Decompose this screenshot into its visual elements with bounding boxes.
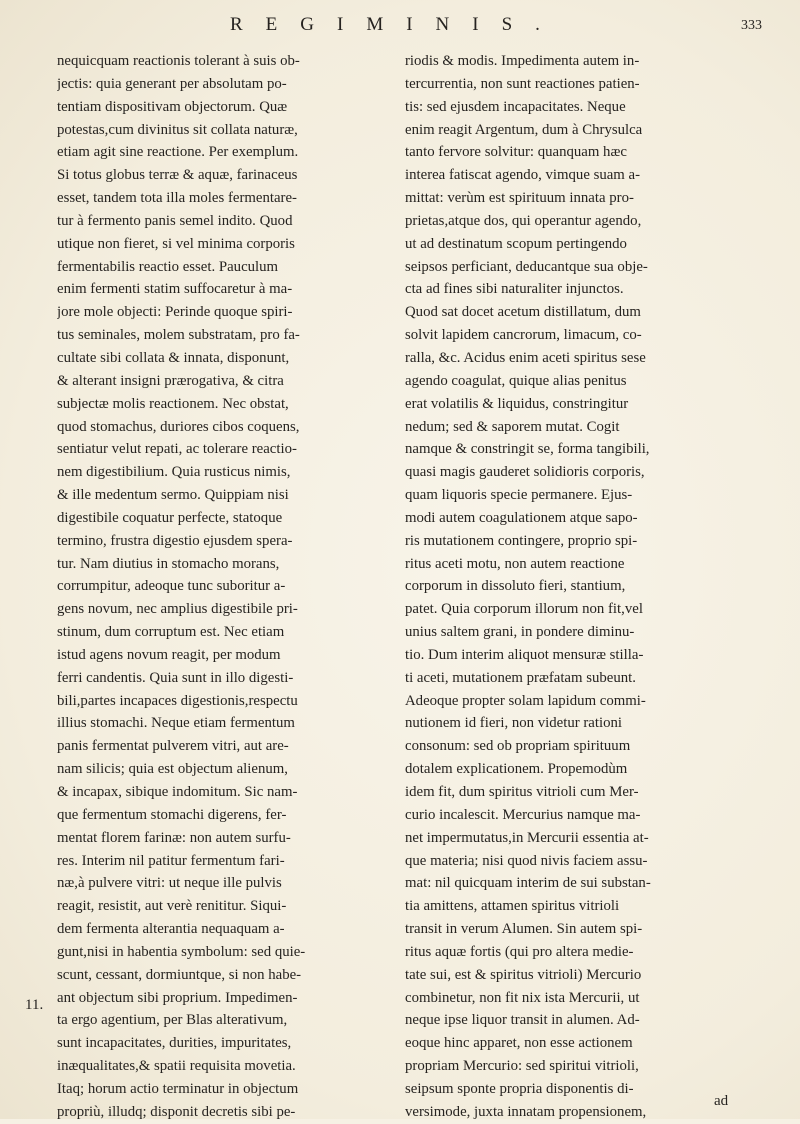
text-line: que materia; nisi quod nivis faciem assu- [405, 852, 648, 869]
text-line: tur. Nam diutius in stomacho morans, [57, 555, 280, 572]
text-line: ralla, &c. Acidus enim aceti spiritus sese [405, 349, 646, 366]
left-text-column [57, 50, 391, 1124]
text-line: inæqualitates,& spatii requisita movetia. [57, 1058, 296, 1075]
text-line: tate sui, est & spiritus vitrioli) Mercurio [405, 966, 642, 983]
text-line: idem fit, dum spiritus vitrioli cum Mer- [405, 784, 639, 800]
text-line: Si totus globus terræ & aquæ, farinaceus [57, 167, 298, 184]
text-line: sunt incapacitates, durities, impuritates, [57, 1035, 292, 1052]
text-line: quod stomachus, duriores cibos coquens, [57, 418, 300, 435]
text-line: gunt,nisi in habentia symbolum: sed quie- [57, 943, 306, 960]
text-line: quasi magis gauderet solidioris corporis, [405, 464, 645, 481]
text-line: cta ad fines sibi naturaliter injunctos. [405, 281, 624, 298]
text-line: Adeoque propter solam lapidum commi- [405, 692, 646, 709]
text-line: agendo coagulat, quique alias penitus [405, 372, 627, 389]
text-line: illius stomachi. Neque etiam fermentum [57, 715, 295, 732]
text-line: erat volatilis & liquidus, constringitur [405, 395, 629, 412]
text-line: modi autem coagulationem atque sapo- [405, 509, 638, 526]
text-line: Itaq; horum actio terminatur in objectum [57, 1080, 299, 1097]
text-line: tia amittens, attamen spiritus vitrioli [405, 898, 620, 915]
text-line: gens novum, nec amplius digestibile pri- [57, 601, 298, 618]
text-line: istud agens novum reagit, per modum [57, 646, 281, 663]
text-line: mentat florem farinæ: non autem surfu- [57, 829, 291, 846]
text-line: mat: nil quicquam interim de sui substan- [405, 875, 651, 892]
text-line: & alterant insigni prærogativa, & citra [57, 372, 284, 389]
text-line: jectis: quia generant per absolutam po- [57, 75, 287, 92]
text-line: nutionem id fieri, non videtur rationi [405, 715, 622, 732]
text-line: stinum, dum corruptum est. Nec etiam [57, 624, 285, 641]
text-line: dem fermenta alterantia nequaquam a- [57, 921, 285, 938]
text-line: ritus aceti motu, non autem reactione [405, 555, 625, 572]
text-line: bili,partes incapaces digestionis,respectu [57, 692, 298, 709]
text-line: interea fatiscat agendo, vimque suam a- [405, 167, 641, 184]
text-line: ant objectum sibi proprium. Impedimen- [57, 989, 298, 1006]
text-line: termino, frustra digestio ejusdem spera- [57, 532, 293, 549]
text-line: nequicquam reactionis tolerant à suis ob- [57, 53, 300, 69]
text-line: Quod sat docet acetum distillatum, dum [405, 304, 641, 321]
text-line: ris mutationem contingere, proprio spi- [405, 532, 638, 549]
text-line: tis: sed ejusdem incapacitates. Neque [405, 98, 626, 115]
text-line: & incapax, sibique indomitum. Sic nam- [57, 784, 298, 800]
text-line: patet. Quia corporum illorum non fit,vel [405, 601, 643, 618]
text-line: tus seminales, molem substratam, pro fa- [57, 327, 300, 344]
text-line: nam silicis; quia est objectum alienum, [57, 761, 288, 778]
text-line: solvit lapidem cancrorum, limacum, co- [405, 327, 642, 344]
text-line: subjectæ molis reactionem. Nec obstat, [57, 395, 289, 412]
text-line: corporum in dissoluto fieri, stantium, [405, 578, 626, 595]
text-line: corrumpitur, adeoque tunc suboritur a- [57, 578, 286, 595]
text-line: ta ergo agentium, per Blas alterativum, [57, 1012, 288, 1029]
text-line: curio incalescit. Mercurius namque ma- [405, 806, 641, 823]
text-line: tur à fermento panis semel indito. Quod [57, 212, 293, 229]
text-line: res. Interim nil patitur fermentum fari- [57, 852, 285, 869]
text-line: tio. Dum interim aliquot mensuræ stilla- [405, 646, 644, 663]
text-line: digestibile coquatur perfecte, statoque [57, 509, 283, 526]
text-line: seipsos perficiant, deducantque sua obje- [405, 258, 648, 275]
text-line: que fermentum stomachi digerens, fer- [57, 806, 287, 823]
text-line: quam liquoris specie permanere. Ejus- [405, 487, 633, 504]
text-line: unius saltem grani, in pondere diminu- [405, 624, 635, 641]
text-line: propriù, illudq; disponit decretis sibi pe- [57, 1103, 296, 1120]
text-line: combinetur, non fit nix ista Mercurii, ut [405, 989, 640, 1006]
text-line: & ille medentum sermo. Quippiam nisi [57, 487, 289, 504]
text-line: transit in verum Alumen. Sin autem spi- [405, 921, 643, 938]
text-line: propriam Mercurio: sed spiritui vitrioli, [405, 1058, 639, 1075]
text-line: consonum: sed ob propriam spirituum [405, 738, 631, 755]
text-line: eoque hinc apparet, non esse actionem [405, 1035, 633, 1052]
text-line: esset, tandem tota illa moles fermentare- [57, 190, 297, 207]
text-line: nem digestibilium. Quia rusticus nimis, [57, 464, 291, 481]
text-line: ut ad destinatum scopum pertingendo [405, 235, 627, 252]
text-line: dotalem explicationem. Propemodùm [405, 761, 628, 778]
catchword: ad [714, 1093, 729, 1109]
text-line: mittat: verùm est spirituum innata pro- [405, 190, 634, 207]
text-line: ritus aquæ fortis (qui pro altera medie- [405, 943, 634, 960]
text-line: riodis & modis. Impedimenta autem in- [405, 53, 640, 69]
text-line: enim fermenti statim suffocaretur à ma- [57, 281, 293, 298]
text-line: versimode, juxta innatam propensionem, [405, 1103, 647, 1120]
text-line: panis fermentat pulverem vitri, aut are- [57, 738, 289, 755]
text-line: enim reagit Argentum, dum à Chrysulca [405, 121, 643, 138]
right-text-column [405, 50, 750, 1124]
text-line: ferri candentis. Quia sunt in illo digesti- [57, 669, 294, 686]
text-line: prietas,atque dos, qui operantur agendo, [405, 212, 642, 229]
text-line: cultate sibi collata & innata, disponunt, [57, 349, 290, 366]
text-line: reagit, resistit, aut verè renititur. Siqui- [57, 898, 287, 915]
text-line: fermentabilis reactio esset. Pauculum [57, 258, 279, 275]
text-line: næ,à pulvere vitri: ut neque ille pulvis [57, 875, 282, 892]
text-line: etiam agit sine reactione. Per exemplum. [57, 144, 299, 161]
text-line: seipsum sponte propria disponentis di- [405, 1080, 634, 1097]
text-line: tanto fervore solvitur: quanquam hæc [405, 144, 627, 161]
text-line: tercurrentia, non sunt reactiones patien- [405, 75, 640, 92]
text-line: nedum; sed & saporem mutat. Cogit [405, 418, 620, 435]
text-line: scunt, cessant, dormiuntque, si non habe- [57, 966, 302, 983]
text-line: net impermutatus,in Mercurii essentia at- [405, 829, 649, 846]
text-line: neque ipse liquor transit in alumen. Ad- [405, 1012, 640, 1029]
text-line: utique non fieret, si vel minima corporis [57, 235, 295, 252]
text-line: potestas,cum divinitus sit collata naturæ, [57, 121, 298, 138]
page-number: 333 [741, 18, 762, 33]
text-line: ti aceti, mutationem præfatam subeunt. [405, 669, 636, 686]
margin-section-number: 11. [25, 997, 44, 1013]
running-title: REGIMINIS. [230, 14, 563, 35]
text-line: sentiatur velut repati, ac tolerare reactio- [57, 441, 297, 458]
text-line: namque & constringit se, forma tangibili, [405, 441, 650, 458]
text-line: tentiam dispositivam objectorum. Quæ [57, 98, 288, 115]
text-line: jore mole objecti: Perinde quoque spiri- [57, 304, 293, 321]
